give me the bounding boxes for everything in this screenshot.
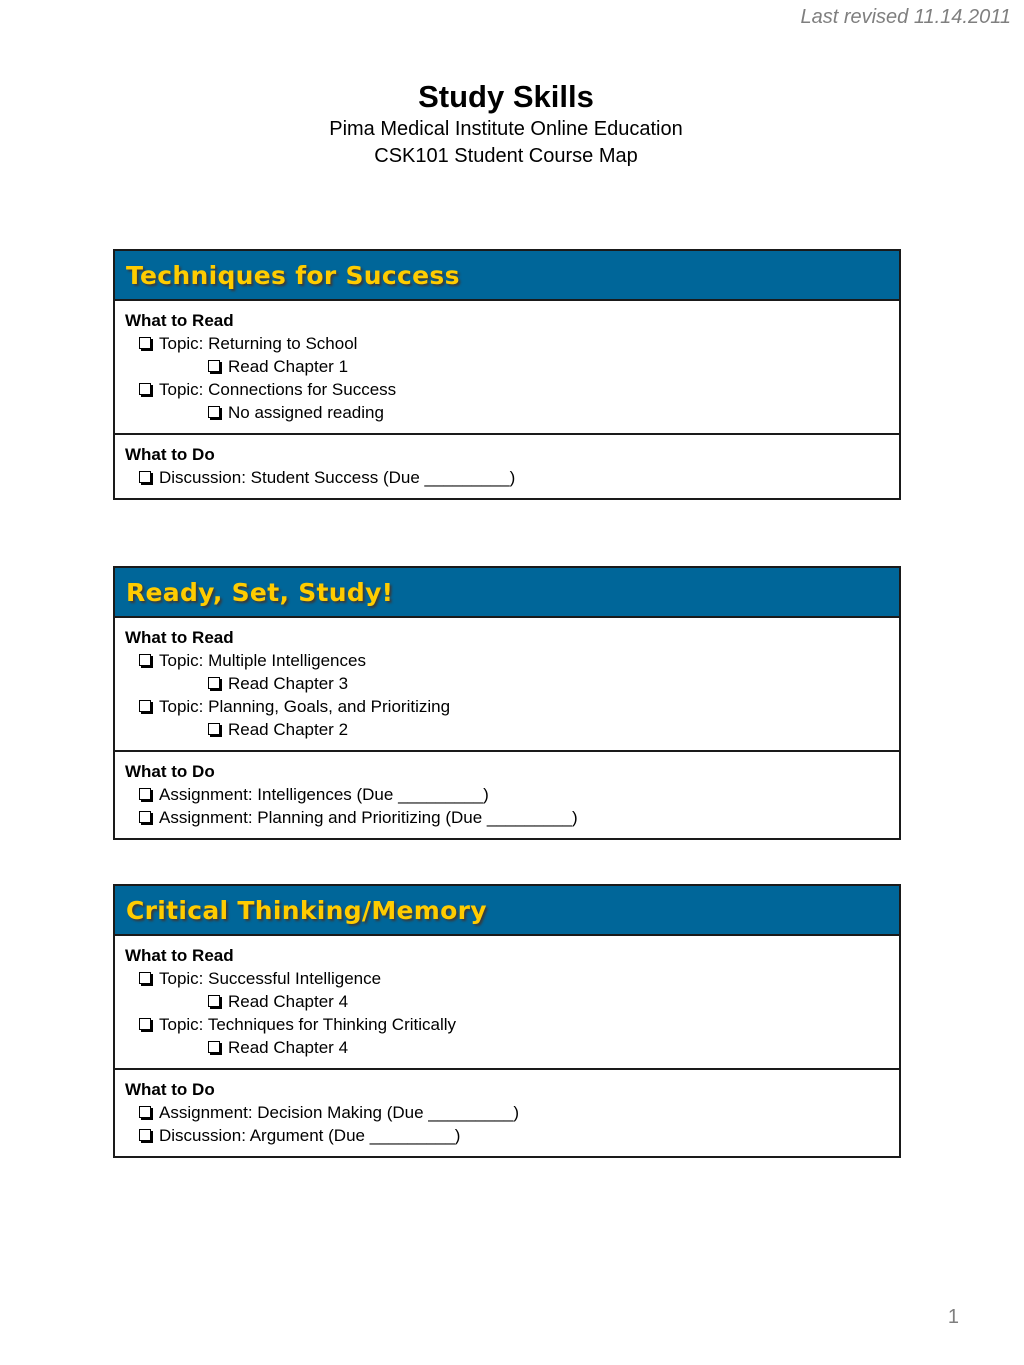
checkbox-icon[interactable] xyxy=(208,360,220,372)
read-sub-item xyxy=(125,355,899,378)
section-title: Techniques for Success xyxy=(126,260,460,290)
checkbox-icon[interactable] xyxy=(208,677,220,689)
last-revised-date: Last revised 11.14.2011 xyxy=(800,6,1011,28)
what-to-do-label: What to Do xyxy=(125,1080,215,1099)
task-text: Discussion: Argument (Due _________) xyxy=(159,1126,461,1145)
checkbox-icon[interactable] xyxy=(139,1106,151,1118)
what-to-read-block xyxy=(115,618,899,750)
read-topic-item xyxy=(125,695,899,718)
do-item xyxy=(125,1101,899,1124)
what-to-read-label: What to Read xyxy=(125,946,234,965)
checkbox-icon[interactable] xyxy=(139,788,151,800)
topic-text: Topic: Techniques for Thinking Critically xyxy=(159,1015,457,1034)
task-text: Assignment: Planning and Prioritizing (Due _________) xyxy=(159,808,578,827)
checkbox-icon[interactable] xyxy=(208,1041,220,1053)
do-item xyxy=(125,1124,899,1147)
checkbox-icon[interactable] xyxy=(139,471,151,483)
checkbox-icon[interactable] xyxy=(139,700,151,712)
document-header xyxy=(0,78,1012,170)
checkbox-icon[interactable] xyxy=(139,337,151,349)
checkbox-icon[interactable] xyxy=(139,1129,151,1141)
read-sub-item xyxy=(125,718,899,741)
topic-text: Topic: Connections for Success xyxy=(159,380,397,399)
reading-text: Read Chapter 4 xyxy=(228,992,349,1011)
section-banner xyxy=(115,251,899,301)
reading-text: Read Chapter 4 xyxy=(228,1038,349,1057)
checkbox-icon[interactable] xyxy=(139,654,151,666)
topic-text: Topic: Successful Intelligence xyxy=(159,969,382,988)
read-topic-item xyxy=(125,1013,899,1036)
what-to-do-block xyxy=(115,433,899,498)
read-topic-item xyxy=(125,378,899,401)
read-sub-item xyxy=(125,672,899,695)
task-text: Assignment: Decision Making (Due _________) xyxy=(159,1103,520,1122)
read-sub-item xyxy=(125,401,899,424)
task-text: Discussion: Student Success (Due _________) xyxy=(159,468,516,487)
task-text: Assignment: Intelligences (Due _________) xyxy=(159,785,489,804)
what-to-do-label: What to Do xyxy=(125,762,215,781)
section-critical-thinking-memory xyxy=(113,884,901,1158)
read-topic-item xyxy=(125,967,899,990)
topic-text: Topic: Returning to School xyxy=(159,334,358,353)
section-title: Critical Thinking/Memory xyxy=(126,895,487,925)
checkbox-icon[interactable] xyxy=(208,406,220,418)
reading-text: Read Chapter 3 xyxy=(228,674,349,693)
read-sub-item xyxy=(125,1036,899,1059)
page-title: Study Skills xyxy=(418,79,594,114)
section-title: Ready, Set, Study! xyxy=(126,577,394,607)
topic-text: Topic: Multiple Intelligences xyxy=(159,651,366,670)
topic-text: Topic: Planning, Goals, and Prioritizing xyxy=(159,697,451,716)
what-to-do-label: What to Do xyxy=(125,445,215,464)
read-topic-item xyxy=(125,649,899,672)
do-item xyxy=(125,466,899,489)
checkbox-icon[interactable] xyxy=(139,972,151,984)
checkbox-icon[interactable] xyxy=(208,995,220,1007)
checkbox-icon[interactable] xyxy=(139,1018,151,1030)
checkbox-icon[interactable] xyxy=(139,383,151,395)
section-banner xyxy=(115,568,899,618)
reading-text: Read Chapter 1 xyxy=(228,357,349,376)
do-item xyxy=(125,783,899,806)
institution-subtitle: Pima Medical Institute Online Education xyxy=(329,118,683,140)
reading-text: No assigned reading xyxy=(228,403,384,422)
what-to-read-block xyxy=(115,936,899,1068)
page-number: 1 xyxy=(947,1306,959,1328)
what-to-do-block xyxy=(115,1068,899,1156)
section-ready-set-study xyxy=(113,566,901,840)
read-topic-item xyxy=(125,332,899,355)
course-map-subtitle: CSK101 Student Course Map xyxy=(374,145,638,167)
section-techniques-for-success xyxy=(113,249,901,500)
what-to-read-label: What to Read xyxy=(125,628,234,647)
do-item xyxy=(125,806,899,829)
checkbox-icon[interactable] xyxy=(139,811,151,823)
what-to-read-block xyxy=(115,301,899,433)
read-sub-item xyxy=(125,990,899,1013)
checkbox-icon[interactable] xyxy=(208,723,220,735)
what-to-do-block xyxy=(115,750,899,838)
what-to-read-label: What to Read xyxy=(125,311,234,330)
reading-text: Read Chapter 2 xyxy=(228,720,349,739)
section-banner xyxy=(115,886,899,936)
